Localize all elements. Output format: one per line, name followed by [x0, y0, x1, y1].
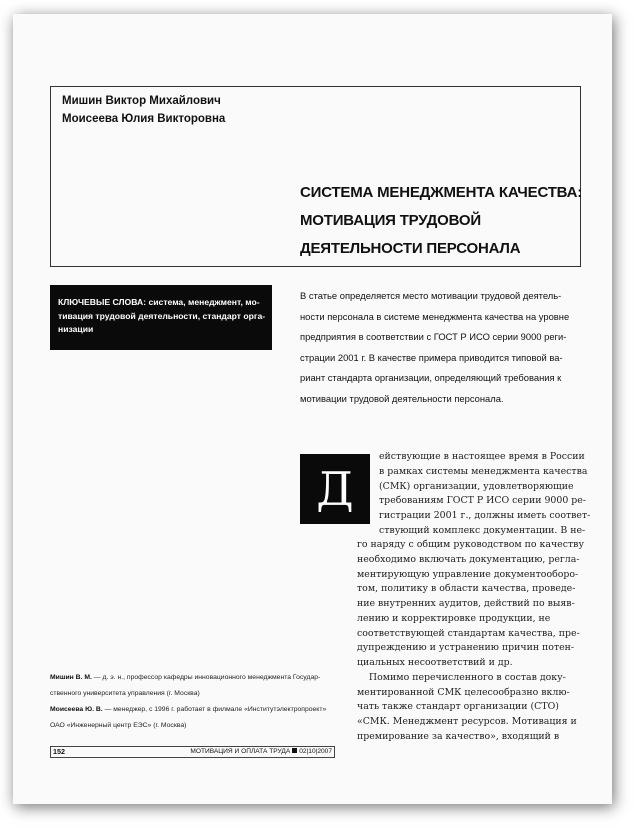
note-text: — менеджер, с 1996 г. работает в филмале «Институтэлектропроект» [102, 706, 327, 713]
body-line: чать также стандарт организации (СТО) [357, 701, 559, 713]
title-line: МОТИВАЦИЯ ТРУДОВОЙ [300, 212, 481, 229]
keywords-line: КЛЮЧЕВЫЕ СЛОВА: система, менеджмент, мо- [58, 297, 260, 307]
body-line: соответствующей стандартам качества, пре- [357, 627, 580, 639]
author-note-1 [50, 670, 340, 686]
note-author-name: Моисеева Ю. В. [50, 706, 103, 713]
keywords-box [50, 285, 272, 350]
body-line: циальных несоответствий и др. [357, 657, 513, 668]
square-bullet-icon [292, 748, 297, 753]
abstract-line: предприятия в соответствии с ГОСТ Р ИСО серии 9000 реги- [300, 331, 567, 342]
keywords-line: низации [58, 324, 94, 334]
note-author-name: Мишин В. М. [50, 674, 92, 681]
body-line: том, политику в области качества, проведе- [357, 583, 576, 595]
body-line: «СМК. Менеджмент ресурсов. Мотивация и [357, 716, 577, 727]
abstract-line: страции 2001 г. В качестве примера приводится типовой ва- [300, 351, 563, 363]
abstract-line: В статье определяется место мотивации трудовой деятель- [300, 290, 562, 301]
author-note-1-cont: ственного университета управления (г. Москва) [50, 690, 200, 697]
note-text: — д. э. н., профессор кафедры инновационного менеджмента Государ- [91, 674, 321, 681]
running-footer [190, 746, 332, 758]
body-line: ментированной СМК целесообразно вклю- [357, 686, 570, 698]
body-text-continued [357, 538, 584, 745]
page-number: 152 [53, 747, 65, 756]
abstract-line: мотивации трудовой деятельности персонала. [300, 392, 504, 404]
body-line: гистрации 2001 г., должны иметь соответ- [379, 510, 591, 521]
abstract-line: риант стандарта организации, определяющий требования к [300, 372, 562, 383]
author-notes [50, 670, 340, 734]
body-line: лению и корректировке продукции, не [357, 612, 551, 624]
body-line: ние внутренних аудитов, действий по выяв- [357, 598, 575, 609]
body-line: необходимо включать документацию, регла- [357, 553, 580, 565]
issue-number: 02|10|2007 [299, 748, 332, 755]
drop-cap [300, 454, 370, 524]
abstract-line: ности персонала в системе менеджмента качества на уровне [300, 310, 570, 322]
abstract [300, 286, 584, 409]
article-title [300, 179, 580, 263]
body-line: дупреждению и устранению причин потен- [357, 642, 575, 654]
body-line: премирование за качество», входящий в [357, 730, 560, 742]
keywords-line: тивация трудовой деятельности, стандарт орга- [58, 310, 266, 321]
body-line: го наряду с общим руководством по качеству [357, 539, 584, 550]
author-note-2 [50, 702, 340, 718]
body-line: в рамках системы менеджмента качества [379, 465, 588, 477]
body-line: требованиям ГОСТ Р ИСО серии 9000 ре- [379, 495, 587, 507]
body-line: ействующие в настоящее время в России [379, 451, 585, 462]
body-line: ментирующую управление документооборо- [357, 568, 579, 580]
title-line: СИСТЕМА МЕНЕДЖМЕНТА КАЧЕСТВА: [300, 184, 582, 201]
author-2: Моисеева Юлия Викторовна [62, 113, 226, 125]
body-line: (СМК) организации, удовлетворяющие [379, 480, 574, 492]
body-line: Помимо перечисленного в состав доку- [357, 671, 566, 683]
author-note-2-cont: ОАО «Инженерный центр ЕЭС» (г. Москва) [50, 722, 187, 729]
drop-cap-letter: Д [316, 462, 354, 516]
body-text-beside-dropcap [379, 450, 590, 539]
journal-name: МОТИВАЦИЯ И ОПЛАТА ТРУДА [190, 748, 291, 755]
body-line: ствующий комплекс документации. В не- [379, 524, 586, 536]
title-line: ДЕЯТЕЛЬНОСТИ ПЕРСОНАЛА [300, 240, 521, 257]
author-1: Мишин Виктор Михайлович [62, 95, 221, 107]
